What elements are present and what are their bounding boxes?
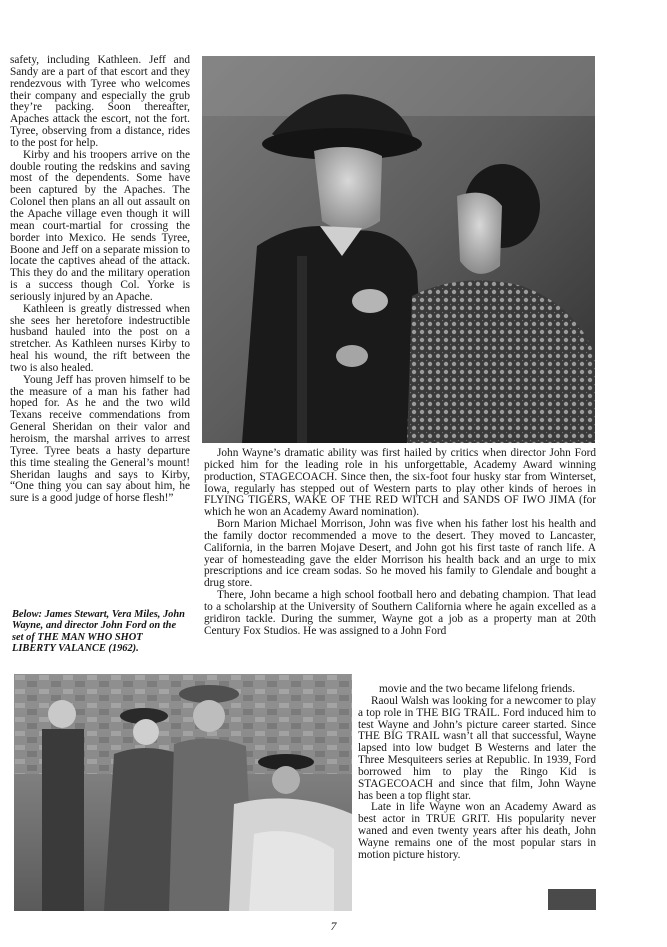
end-of-article-box (548, 889, 596, 910)
right-paragraph-5: Raoul Walsh was looking for a newcomer to play a top role in THE BIG TRAIL. Ford induced him to test Wayne and John’s picture career started. Since THE BIG TRAIL wasn’t all that successful, Wayne lapsed into low budget B Westerns and later the Three Mesquiteers series at Republic. In 1939, Ford borrowed him to play the Ringo Kid is STAGECOACH and since that film, John Wayne has been a top flight star. (358, 694, 596, 802)
left-paragraph-1: safety, including Kathleen. Jeff and Sandy are a part of that escort and they rendezvous with Tyree who welcomes their company and especially the grub they’re packing. Soon thereafter, Apaches attack the escort, not the fort. Tyree, observing from a distance, rides to the post for help. (10, 54, 190, 149)
left-paragraph-4: Young Jeff has proven himself to be the measure of a man his father had hoped for. As he and the two wild Texans receive commendations from General Sheridan on their valor and heroism, the marshal arrives to arrest Tyree. Tyree beats a hasty departure this time stealing the General’s mount! Sheridan laughs and says to Kirby, “One thing you can say about him, he sure is a good judge of horse flesh!” (10, 373, 190, 505)
left-paragraph-2: Kirby and his troopers arrive on the double routing the redskins and saving most of the dependents. Some have been captured by the Apaches. The Colonel then plans an all out assault on the Apache village even though it will mean court-martial for crossing the border into Mexico. He sends Tyree, Boone and Jeff on a separate mission to locate the captives ahead of the attack. This they do and the military operation is a success though Col. Yorke is seriously injured by an Apache. (10, 148, 190, 303)
right-paragraph-4: movie and the two became lifelong friends. (378, 683, 576, 695)
right-paragraph-1: John Wayne’s dramatic ability was first hailed by critics when director John Ford picked him for the leading role in his unforgettable, Academy Award winning production, STAGECOACH. Since then, the six-foot four husky star from Winterset, Iowa, regularly has stepped out of Western parts to play other kinds of heroes in FLYING TIGERS, WAKE OF THE RED WITCH and SANDS OF IWO JIMA (for which he won an Academy Award nomination). (204, 447, 596, 519)
right-paragraph-2: Born Marion Michael Morrison, John was five when his father lost his health and the family doctor recommended a move to the desert. They moved to Lancaster, California, in the barren Mojave Desert, and John got his first taste of ranch life. A year of homesteading gave the elder Morrison his health back and an urge to mix prescriptions and ice cream sodas. So he moved his family to Glendale and bought a drug store. (204, 518, 596, 590)
photo-caption: Below: James Stewart, Vera Miles, John Wayne, and director John Ford on the set of THE MAN WHO SHOT LIBERTY VALANCE (1962). (12, 609, 185, 654)
right-column-text-lower (358, 684, 596, 862)
bottom-photo-film-set-group (14, 674, 352, 911)
right-column-text-upper (204, 448, 596, 638)
left-column-text (10, 55, 190, 505)
right-paragraph-3: There, John became a high school football hero and debating champion. That lead to a scholarship at the University of Southern California where he again excelled as a gridiron tackle. During the summer, Wayne got a job as a property man at 20th Century Fox Studios. He was assigned to a John Ford (204, 589, 596, 637)
top-photo-officer-and-woman (202, 56, 595, 443)
left-paragraph-3: Kathleen is greatly distressed when she sees her heretofore indestructible husband hauled into the post on a stretcher. As Kathleen nurses Kirby to heal his wound, the rift between the two is also healed. (10, 302, 190, 374)
right-paragraph-6: Late in life Wayne won an Academy Award as best actor in TRUE GRIT. His popularity never waned and even twenty years after his death, John Wayne remains one of the most popular stars in motion picture history. (358, 801, 596, 861)
page-number: 7 (330, 919, 337, 933)
